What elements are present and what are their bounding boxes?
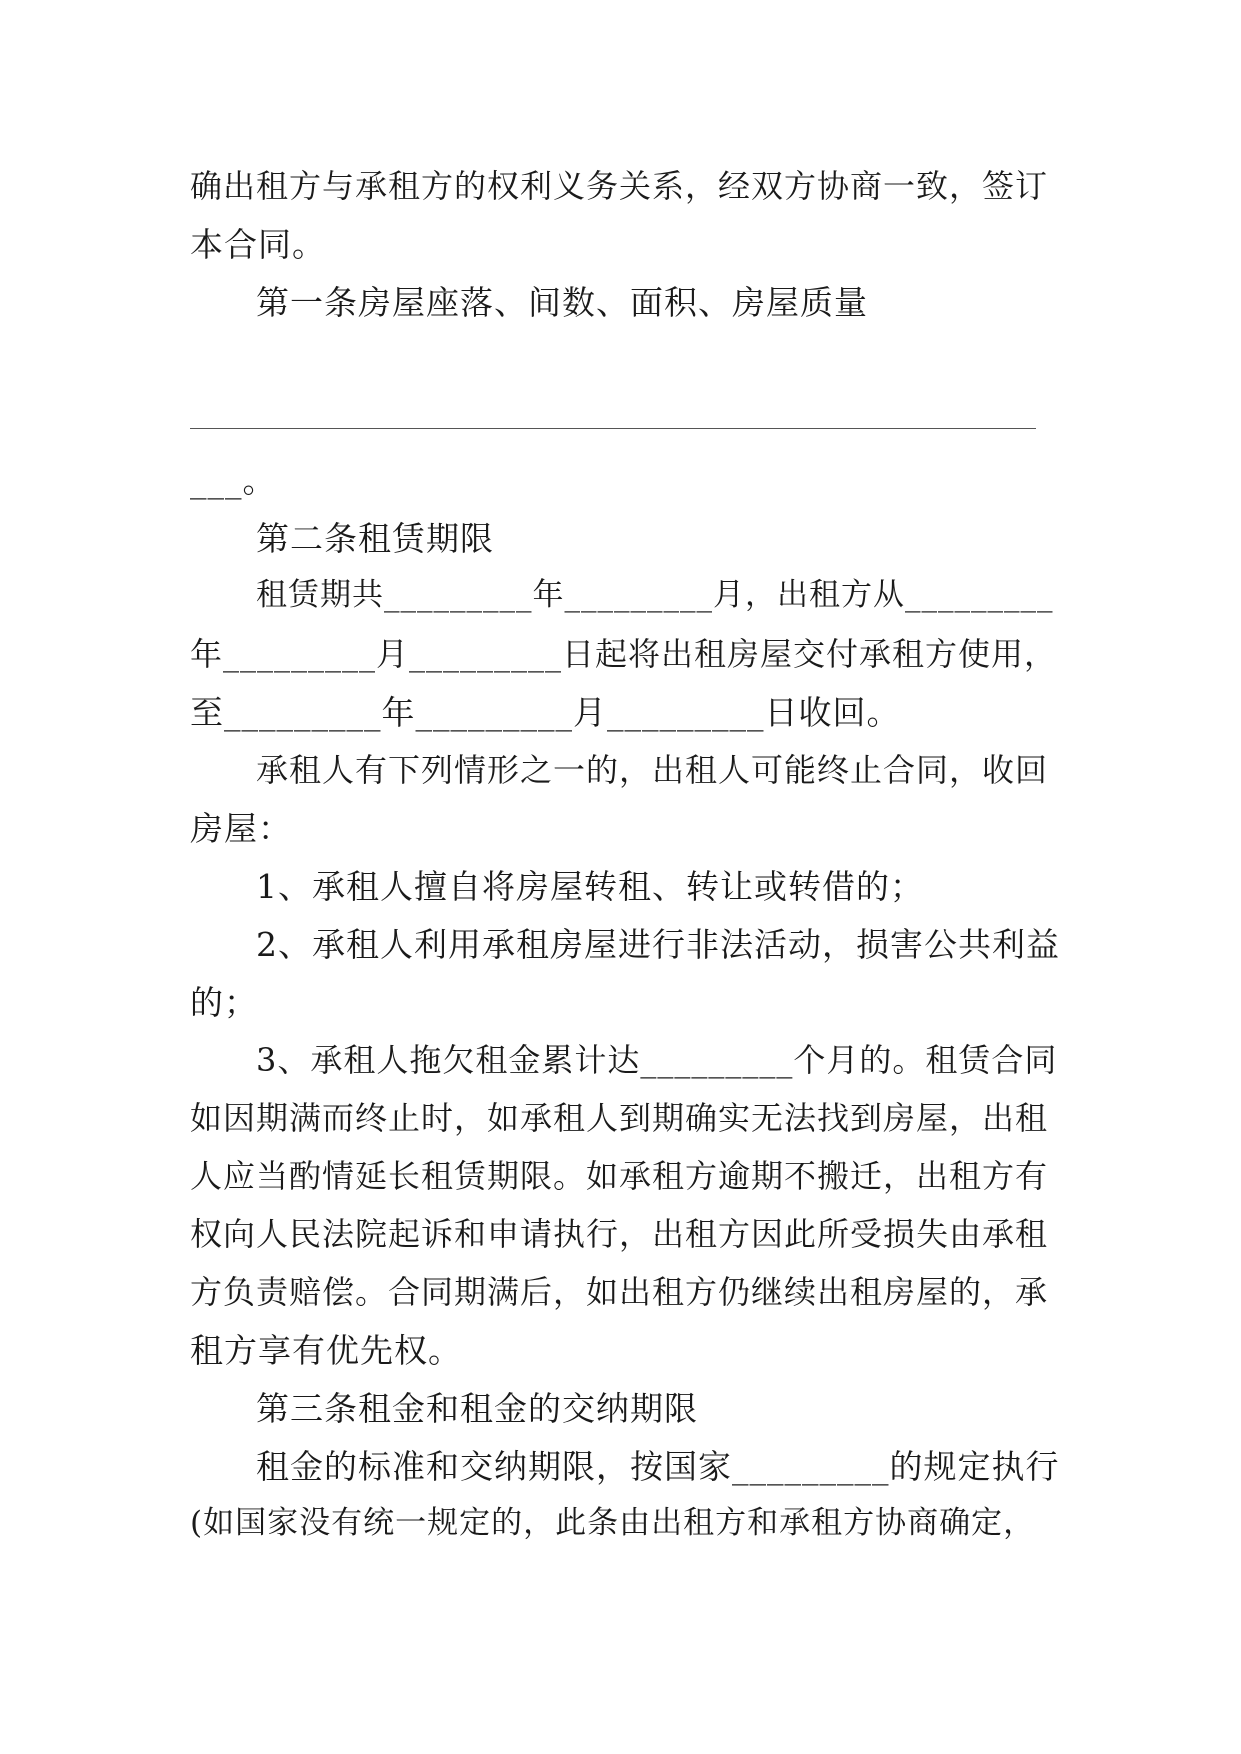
article-1-heading: 第一条房屋座落、间数、面积、房屋质量 xyxy=(256,283,868,322)
paragraph-line: 房屋： xyxy=(190,809,292,848)
paragraph-line: 方负责赔偿。合同期满后，如出租方仍继续出租房屋的，承 xyxy=(190,1273,1049,1311)
paragraph-line: 租方享有优先权。 xyxy=(190,1331,462,1370)
article-3-heading: 第三条租金和租金的交纳期限 xyxy=(256,1389,698,1428)
paragraph-line: 本合同。 xyxy=(190,225,326,264)
paragraph-line: (如国家没有统一规定的，此条由出租方和承租方协商确定， xyxy=(190,1505,1036,1541)
paragraph-line: 承租人有下列情形之一的，出租人可能终止合同，收回 xyxy=(256,751,1049,789)
paragraph-line: 年_________月_________日起将出租房屋交付承租方使用， xyxy=(190,635,1058,673)
paragraph-line: 权向人民法院起诉和申请执行，出租方因此所受损失由承租 xyxy=(190,1215,1049,1253)
paragraph-line: ___。 xyxy=(190,461,277,500)
paragraph-line: 如因期满而终止时，如承租人到期确实无法找到房屋，出租 xyxy=(190,1099,1049,1137)
paragraph-line: 租金的标准和交纳期限，按国家_________的规定执行 xyxy=(256,1447,1060,1486)
fill-in-blank-line xyxy=(190,428,1036,429)
paragraph-line: 人应当酌情延长租赁期限。如承租方逾期不搬迁，出租方有 xyxy=(190,1157,1049,1195)
list-item: 3、承租人拖欠租金累计达_________个月的。租赁合同 xyxy=(256,1041,1058,1079)
list-item: 1、承租人擅自将房屋转租、转让或转借的； xyxy=(256,867,924,906)
article-2-heading: 第二条租赁期限 xyxy=(256,519,494,558)
paragraph-line: 的； xyxy=(190,983,258,1022)
paragraph-line: 租赁期共_________年_________月，出租方从_________ xyxy=(256,577,1054,613)
paragraph-line: 至_________年_________月_________日收回。 xyxy=(190,693,901,732)
paragraph-line: 确出租方与承租方的权利义务关系，经双方协商一致，签订 xyxy=(190,167,1049,205)
list-item: 2、承租人利用承租房屋进行非法活动，损害公共利益 xyxy=(256,925,1060,964)
